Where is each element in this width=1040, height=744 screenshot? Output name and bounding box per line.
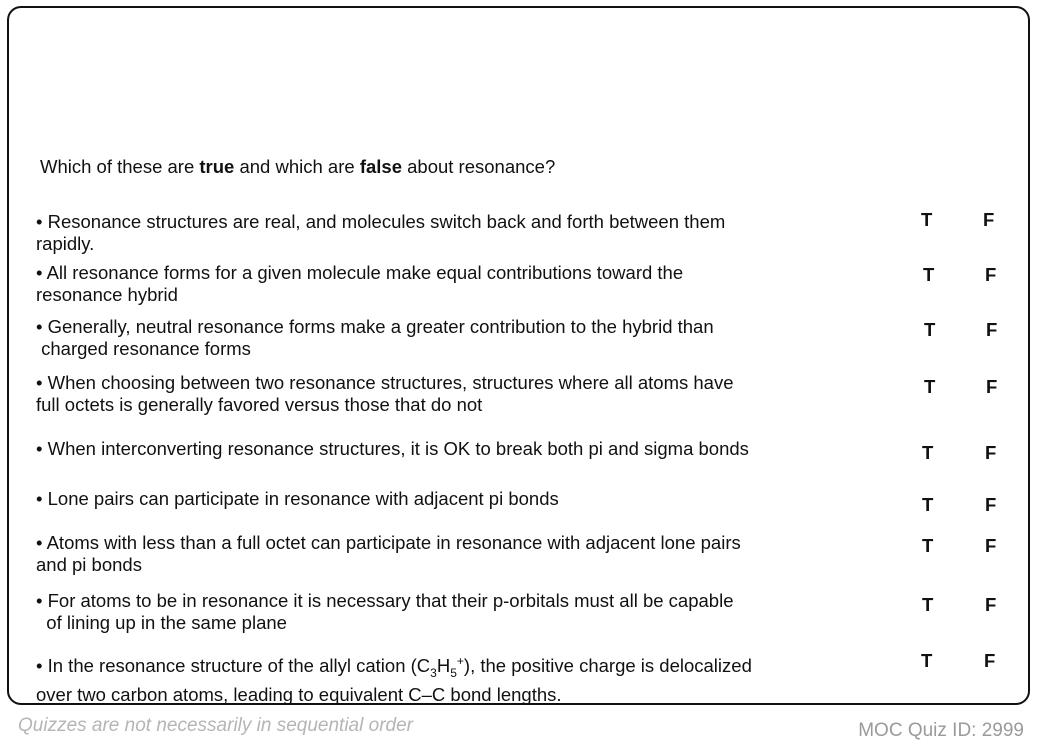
true-option[interactable]: T — [922, 535, 934, 556]
statement-text-line2: of lining up in the same plane — [36, 612, 287, 633]
true-option[interactable]: T — [922, 494, 934, 515]
true-option[interactable]: T — [924, 376, 936, 397]
false-word: false — [359, 156, 402, 177]
true-option[interactable]: T — [922, 594, 934, 615]
statement-text: ), the positive charge is delocalized — [463, 655, 752, 677]
true-option[interactable]: T — [923, 264, 935, 285]
statement-text-line2: and pi bonds — [36, 554, 142, 575]
statement-text: • When choosing between two resonance structures, structures where all atoms have — [36, 372, 734, 393]
statement-text-line2: resonance hybrid — [36, 284, 178, 305]
question-prompt — [40, 156, 555, 178]
statement-text: • Resonance structures are real, and molecules switch back and forth between them — [36, 211, 726, 232]
question-text: about resonance? — [401, 156, 556, 177]
statement-text-line2: charged resonance forms — [36, 338, 251, 359]
statement-text: H — [436, 655, 451, 677]
subscript: 5 — [450, 665, 457, 680]
true-word: true — [199, 156, 235, 177]
false-option[interactable]: F — [985, 264, 997, 285]
statement-text: • In the resonance structure of the allyl cation (C — [36, 655, 431, 677]
false-option[interactable]: F — [983, 209, 995, 230]
question-text: Which of these are — [40, 156, 200, 177]
statement-text: • Atoms with less than a full octet can participate in resonance with adjacent lone pairs — [36, 532, 741, 553]
statement-text-line2: full octets is generally favored versus those that do not — [36, 394, 483, 415]
statement-text: • When interconverting resonance structures, it is OK to break both pi and sigma bonds — [36, 438, 749, 459]
false-option[interactable]: F — [986, 376, 998, 397]
false-option[interactable]: F — [985, 535, 997, 556]
false-option[interactable]: F — [986, 319, 998, 340]
sequence-note: Quizzes are not necessarily in sequential order — [18, 715, 413, 736]
false-option[interactable]: F — [985, 442, 997, 463]
statement-text: • All resonance forms for a given molecule make equal contributions toward the — [36, 262, 684, 283]
statement-text-line2: rapidly. — [36, 233, 95, 254]
subscript: 3 — [430, 665, 437, 680]
false-option[interactable]: F — [985, 594, 997, 615]
statement-text: • Lone pairs can participate in resonance with adjacent pi bonds — [36, 488, 559, 509]
true-option[interactable]: T — [921, 650, 933, 671]
true-option[interactable]: T — [924, 319, 936, 340]
statement-text: • For atoms to be in resonance it is necessary that their p-orbitals must all be capable — [36, 590, 734, 611]
statement-text: • Generally, neutral resonance forms make a greater contribution to the hybrid than — [36, 316, 714, 337]
true-option[interactable]: T — [922, 442, 934, 463]
true-option[interactable]: T — [921, 209, 933, 230]
quiz-id: MOC Quiz ID: 2999 — [858, 720, 1024, 741]
statement-text-line2: over two carbon atoms, leading to equivalent C–C bond lengths. — [36, 683, 562, 705]
superscript: + — [456, 654, 464, 668]
false-option[interactable]: F — [985, 494, 997, 515]
false-option[interactable]: F — [984, 650, 996, 671]
question-text: and which are — [234, 156, 360, 177]
